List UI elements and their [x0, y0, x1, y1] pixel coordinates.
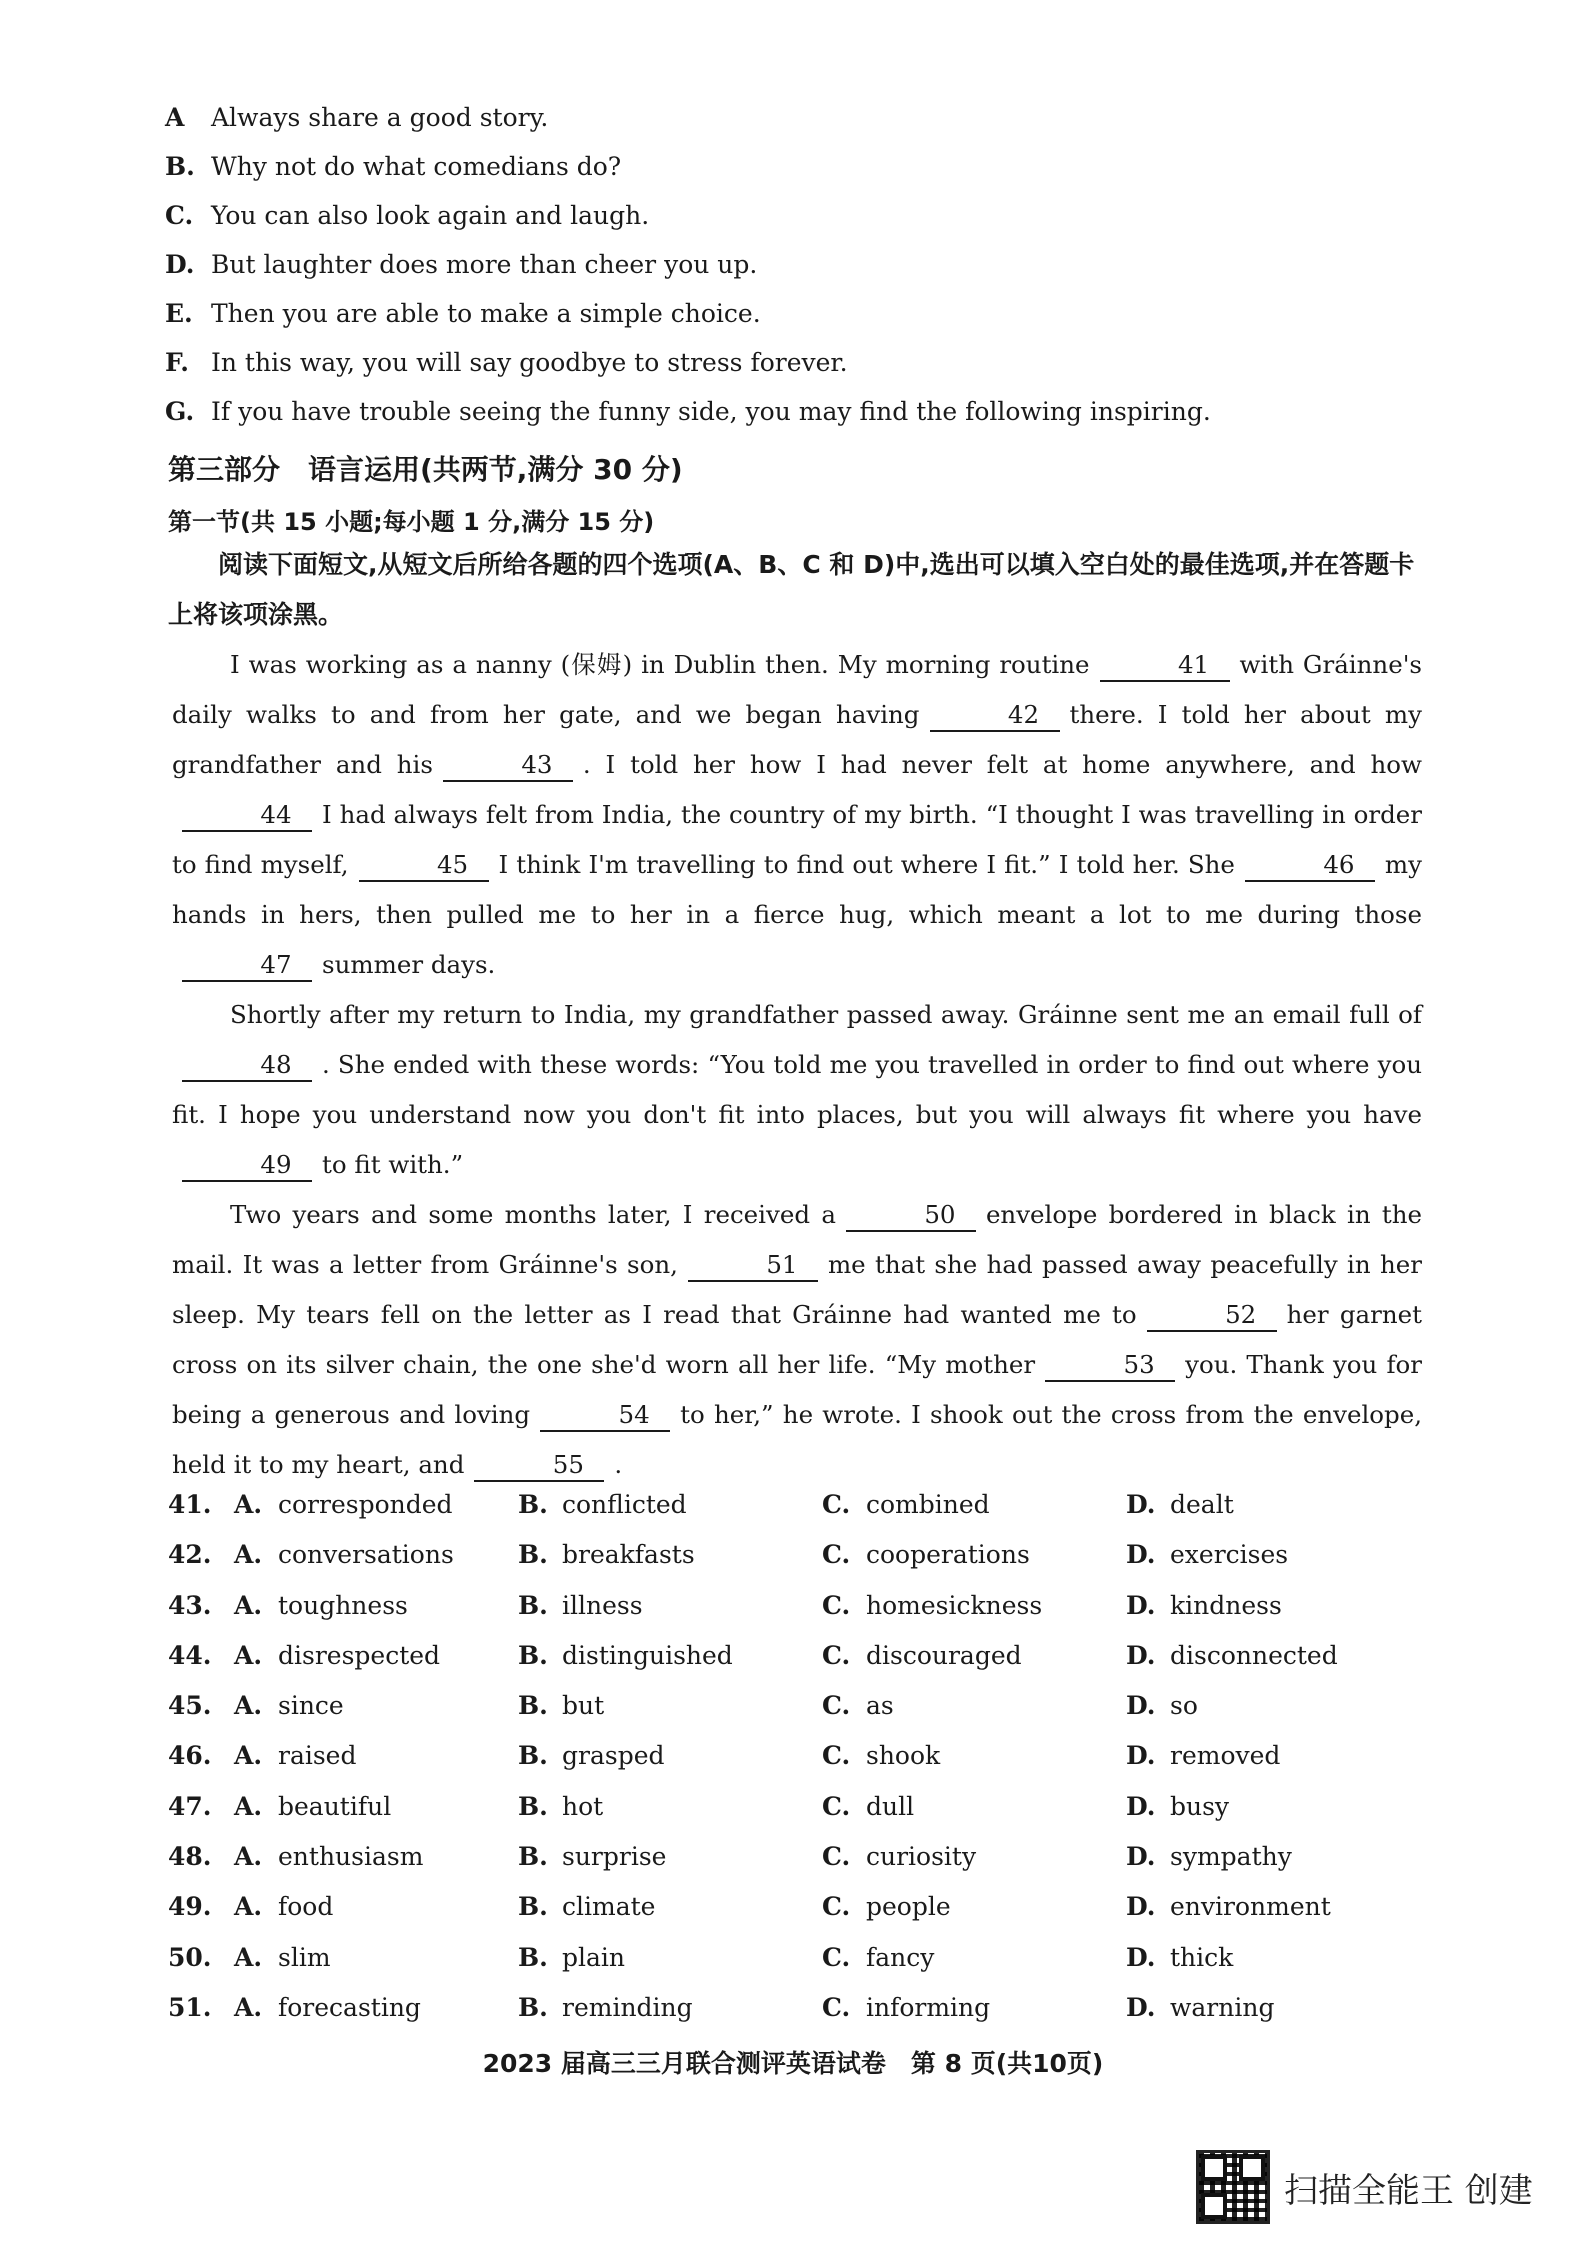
- question-number: 50.: [168, 1942, 212, 1972]
- blank-53: 53: [1045, 1350, 1175, 1382]
- question-number: 46.: [168, 1741, 212, 1771]
- choice-letter: A.: [234, 1540, 263, 1570]
- choice-text: conversations: [278, 1540, 454, 1570]
- option-f: [165, 348, 848, 377]
- choice-text: food: [278, 1892, 334, 1922]
- choice-letter: B.: [518, 1842, 548, 1872]
- paragraph-3: [172, 1190, 1422, 1490]
- option-d: [165, 250, 757, 279]
- choice-letter: B.: [518, 1791, 548, 1821]
- option-c: [165, 201, 649, 230]
- paragraph-2: [172, 990, 1422, 1190]
- choice-d: [1126, 1943, 1233, 1972]
- choice-text: disconnected: [1170, 1640, 1338, 1670]
- choice-b: [518, 1490, 687, 1519]
- choice-text: beautiful: [278, 1791, 392, 1821]
- choice-text: removed: [1170, 1741, 1281, 1771]
- choice-letter: C.: [822, 1992, 851, 2022]
- choice-text: informing: [866, 1992, 991, 2022]
- choice-a: [234, 1641, 440, 1670]
- passage-text: . I told her how I had never felt at home anywhere, and how: [582, 750, 1422, 779]
- instructions-text: 阅读下面短文,从短文后所给各题的四个选项(A、B、C 和 D)中,选出可以填入空白处的最佳选项,并在答题卡上将该项涂黑。: [168, 550, 1415, 629]
- question-number: 51.: [168, 1992, 212, 2022]
- choice-d: [1126, 1641, 1338, 1670]
- choice-c: [822, 1641, 1022, 1670]
- question-row: [168, 1842, 1418, 1892]
- question-number: 41.: [168, 1490, 212, 1519]
- choice-text: hot: [562, 1791, 604, 1821]
- option-text: Always share a good story.: [211, 103, 549, 132]
- choice-letter: B.: [518, 1590, 548, 1620]
- passage-text: with Gráinne's daily walks to and from her gate, and we began having: [172, 650, 1423, 729]
- choice-a: [234, 1490, 453, 1519]
- passage-text: I had always felt from India, the country of my birth. “I thought I was travelling in order to find myself,: [172, 800, 1422, 879]
- option-letter: F.: [165, 348, 189, 377]
- choice-d: [1126, 1741, 1280, 1770]
- choice-letter: A.: [234, 1490, 263, 1519]
- blank-42: 42: [930, 700, 1060, 732]
- choice-c: [822, 1490, 990, 1519]
- choice-c: [822, 1691, 894, 1720]
- question-list: [168, 1490, 1418, 2043]
- instructions: [168, 540, 1418, 640]
- choice-text: raised: [278, 1741, 357, 1771]
- choice-b: [518, 1691, 604, 1720]
- choice-text: fancy: [866, 1942, 935, 1972]
- choice-letter: D.: [1126, 1590, 1156, 1620]
- blank-43: 43: [443, 750, 573, 782]
- choice-letter: B.: [518, 1892, 548, 1922]
- option-letter: A: [165, 103, 185, 132]
- option-letter: C.: [165, 201, 194, 230]
- choice-text: cooperations: [866, 1540, 1030, 1570]
- paragraph-1: [172, 640, 1422, 990]
- choice-a: [234, 1792, 391, 1821]
- choice-c: [822, 1591, 1042, 1620]
- choice-letter: C.: [822, 1540, 851, 1570]
- choice-b: [518, 1792, 603, 1821]
- question-row: [168, 1892, 1418, 1942]
- choice-letter: B.: [518, 1490, 548, 1519]
- choice-c: [822, 1540, 1030, 1569]
- choice-a: [234, 1993, 421, 2022]
- scanner-watermark: [1196, 2150, 1533, 2224]
- choice-letter: C.: [822, 1892, 851, 1922]
- choice-text: environment: [1170, 1892, 1331, 1922]
- choice-d: [1126, 1490, 1234, 1519]
- choice-text: grasped: [562, 1741, 665, 1771]
- choice-d: [1126, 1691, 1198, 1720]
- choice-c: [822, 1842, 976, 1871]
- passage-text: .: [614, 1450, 623, 1479]
- choice-d: [1126, 1993, 1274, 2022]
- choice-b: [518, 1892, 655, 1921]
- blank-51: 51: [688, 1250, 818, 1282]
- choice-text: shook: [866, 1741, 941, 1771]
- choice-b: [518, 1591, 643, 1620]
- question-row: [168, 1691, 1418, 1741]
- choice-text: but: [562, 1691, 605, 1721]
- choice-letter: A.: [234, 1791, 263, 1821]
- choice-text: since: [278, 1691, 344, 1721]
- question-row: [168, 1741, 1418, 1791]
- choice-letter: D.: [1126, 1490, 1156, 1519]
- choice-letter: D.: [1126, 1791, 1156, 1821]
- choice-letter: B.: [518, 1540, 548, 1570]
- question-number: 44.: [168, 1640, 212, 1670]
- choice-c: [822, 1741, 940, 1770]
- option-b: [165, 152, 621, 181]
- choice-letter: D.: [1126, 1842, 1156, 1872]
- blank-46: 46: [1245, 850, 1375, 882]
- choice-text: conflicted: [562, 1490, 687, 1519]
- choice-d: [1126, 1892, 1331, 1921]
- choice-letter: B.: [518, 1741, 548, 1771]
- choice-letter: C.: [822, 1640, 851, 1670]
- choice-text: dealt: [1170, 1490, 1234, 1519]
- choice-a: [234, 1943, 331, 1972]
- choice-text: climate: [562, 1892, 656, 1922]
- watermark-text: 扫描全能王 创建: [1284, 2170, 1533, 2211]
- page-footer: 2023 届高三三月联合测评英语试卷 第 8 页(共10页): [482, 2049, 1104, 2078]
- question-number: 49.: [168, 1892, 212, 1922]
- choice-letter: D.: [1126, 1540, 1156, 1570]
- choice-text: discouraged: [866, 1640, 1022, 1670]
- question-number: 45.: [168, 1691, 212, 1721]
- blank-52: 52: [1147, 1300, 1277, 1332]
- passage-text: you. Thank you for being a generous and loving: [172, 1350, 1422, 1429]
- choice-text: combined: [866, 1490, 990, 1519]
- option-text: But laughter does more than cheer you up.: [211, 250, 758, 279]
- passage-text: my hands in hers, then pulled me to her in a fierce hug, which meant a lot to me during those: [172, 850, 1422, 929]
- option-a: [165, 103, 548, 132]
- choice-letter: C.: [822, 1691, 851, 1721]
- choice-letter: D.: [1126, 1992, 1156, 2022]
- blank-41: 41: [1100, 650, 1230, 682]
- choice-c: [822, 1993, 990, 2022]
- choice-text: sympathy: [1170, 1842, 1292, 1872]
- choice-text: warning: [1170, 1992, 1275, 2022]
- passage-text: I was working as a nanny (保姆) in Dublin then. My morning routine: [230, 650, 1090, 679]
- choice-text: curiosity: [866, 1842, 977, 1872]
- choice-b: [518, 1540, 695, 1569]
- question-number: 47.: [168, 1791, 212, 1821]
- blank-54: 54: [540, 1400, 670, 1432]
- choice-letter: C.: [822, 1741, 851, 1771]
- passage-text: there. I told her about my grandfather and his: [172, 700, 1422, 779]
- question-number: 42.: [168, 1540, 212, 1570]
- choice-text: dull: [866, 1791, 915, 1821]
- choice-d: [1126, 1792, 1229, 1821]
- choice-text: slim: [278, 1942, 331, 1972]
- choice-letter: A.: [234, 1942, 263, 1972]
- choice-b: [518, 1993, 693, 2022]
- choice-letter: D.: [1126, 1942, 1156, 1972]
- subsection-title: 第一节(共 15 小题;每小题 1 分,满分 15 分): [168, 508, 655, 536]
- passage-text: envelope bordered in black in the mail. It was a letter from Gráinne's son,: [172, 1200, 1423, 1279]
- choice-letter: B.: [518, 1640, 548, 1670]
- choice-letter: C.: [822, 1490, 851, 1519]
- choice-letter: D.: [1126, 1691, 1156, 1721]
- blank-49: 49: [182, 1150, 312, 1182]
- question-row: [168, 1993, 1418, 2043]
- choice-b: [518, 1943, 625, 1972]
- choice-c: [822, 1943, 934, 1972]
- question-row: [168, 1540, 1418, 1590]
- choice-text: toughness: [278, 1590, 408, 1620]
- option-g: [165, 397, 1211, 426]
- cloze-passage: [172, 640, 1422, 1490]
- option-letter: B.: [165, 152, 195, 181]
- choice-d: [1126, 1842, 1292, 1871]
- option-text: You can also look again and laugh.: [211, 201, 650, 230]
- choice-text: disrespected: [278, 1640, 441, 1670]
- choice-letter: B.: [518, 1942, 548, 1972]
- choice-letter: D.: [1126, 1741, 1156, 1771]
- choice-text: illness: [562, 1590, 643, 1620]
- question-row: [168, 1490, 1418, 1540]
- choice-letter: C.: [822, 1842, 851, 1872]
- choice-b: [518, 1641, 733, 1670]
- option-e: [165, 299, 761, 328]
- choice-text: forecasting: [278, 1992, 421, 2022]
- choice-text: corresponded: [278, 1490, 453, 1519]
- option-text: Why not do what comedians do?: [211, 152, 622, 181]
- question-row: [168, 1641, 1418, 1691]
- choice-letter: C.: [822, 1791, 851, 1821]
- choice-letter: A.: [234, 1892, 263, 1922]
- option-text: Then you are able to make a simple choice.: [211, 299, 761, 328]
- passage-text: to her,” he wrote. I shook out the cross from the envelope, held it to my heart, and: [172, 1400, 1423, 1479]
- choice-text: surprise: [562, 1842, 667, 1872]
- choice-text: distinguished: [562, 1640, 733, 1670]
- choice-a: [234, 1591, 408, 1620]
- option-letter: G.: [165, 397, 195, 426]
- choice-a: [234, 1892, 333, 1921]
- choice-letter: A.: [234, 1640, 263, 1670]
- question-row: [168, 1591, 1418, 1641]
- choice-letter: A.: [234, 1691, 263, 1721]
- choice-letter: A.: [234, 1842, 263, 1872]
- passage-text: I think I'm travelling to find out where I fit.” I told her. She: [498, 850, 1235, 879]
- choice-a: [234, 1540, 454, 1569]
- option-letter: D.: [165, 250, 195, 279]
- blank-44: 44: [182, 800, 312, 832]
- passage-text: to fit with.”: [322, 1150, 464, 1179]
- question-row: [168, 1792, 1418, 1842]
- option-text: If you have trouble seeing the funny side, you may find the following inspiring.: [211, 397, 1211, 426]
- choice-text: homesickness: [866, 1590, 1043, 1620]
- choice-text: plain: [562, 1942, 626, 1972]
- passage-text: . She ended with these words: “You told me you travelled in order to find out where you fit. I hope you understand now you don't fit into places, but you will always fit where you have: [172, 1050, 1422, 1129]
- choice-letter: A.: [234, 1992, 263, 2022]
- question-number: 48.: [168, 1842, 212, 1872]
- passage-text: summer days.: [322, 950, 496, 979]
- choice-text: so: [1170, 1691, 1198, 1721]
- choice-text: breakfasts: [562, 1540, 695, 1570]
- choice-c: [822, 1892, 951, 1921]
- choice-letter: C.: [822, 1590, 851, 1620]
- passage-text: Two years and some months later, I received a: [230, 1200, 836, 1229]
- choice-letter: D.: [1126, 1892, 1156, 1922]
- question-number: 43.: [168, 1590, 212, 1620]
- choice-text: exercises: [1170, 1540, 1289, 1570]
- choice-letter: A.: [234, 1590, 263, 1620]
- choice-text: as: [866, 1691, 894, 1721]
- choice-a: [234, 1842, 423, 1871]
- passage-text: Shortly after my return to India, my grandfather passed away. Gráinne sent me an email full of: [230, 1000, 1422, 1029]
- choice-text: reminding: [562, 1992, 693, 2022]
- choice-text: kindness: [1170, 1590, 1282, 1620]
- choice-b: [518, 1842, 666, 1871]
- choice-d: [1126, 1540, 1288, 1569]
- blank-47: 47: [182, 950, 312, 982]
- blank-48: 48: [182, 1050, 312, 1082]
- choice-text: thick: [1170, 1942, 1234, 1972]
- section-title: 第三部分 语言运用(共两节,满分 30 分): [168, 453, 683, 486]
- blank-50: 50: [846, 1200, 976, 1232]
- choice-letter: A.: [234, 1741, 263, 1771]
- option-text: In this way, you will say goodbye to stress forever.: [211, 348, 848, 377]
- blank-55: 55: [474, 1450, 604, 1482]
- choice-b: [518, 1741, 665, 1770]
- passage-text: me that she had passed away peacefully in her sleep. My tears fell on the letter as I read that Gráinne had wanted me to: [172, 1250, 1422, 1329]
- choice-a: [234, 1741, 356, 1770]
- choice-letter: B.: [518, 1992, 548, 2022]
- question-row: [168, 1943, 1418, 1993]
- choice-text: busy: [1170, 1791, 1230, 1821]
- choice-letter: B.: [518, 1691, 548, 1721]
- choice-letter: D.: [1126, 1640, 1156, 1670]
- choice-a: [234, 1691, 344, 1720]
- choice-letter: C.: [822, 1942, 851, 1972]
- passage-text: her garnet cross on its silver chain, the one she'd worn all her life. “My mother: [172, 1300, 1423, 1379]
- blank-45: 45: [359, 850, 489, 882]
- choice-d: [1126, 1591, 1282, 1620]
- choice-c: [822, 1792, 914, 1821]
- choice-text: people: [866, 1892, 951, 1922]
- choice-text: enthusiasm: [278, 1842, 424, 1872]
- qr-code-icon: [1196, 2150, 1270, 2224]
- option-letter: E.: [165, 299, 193, 328]
